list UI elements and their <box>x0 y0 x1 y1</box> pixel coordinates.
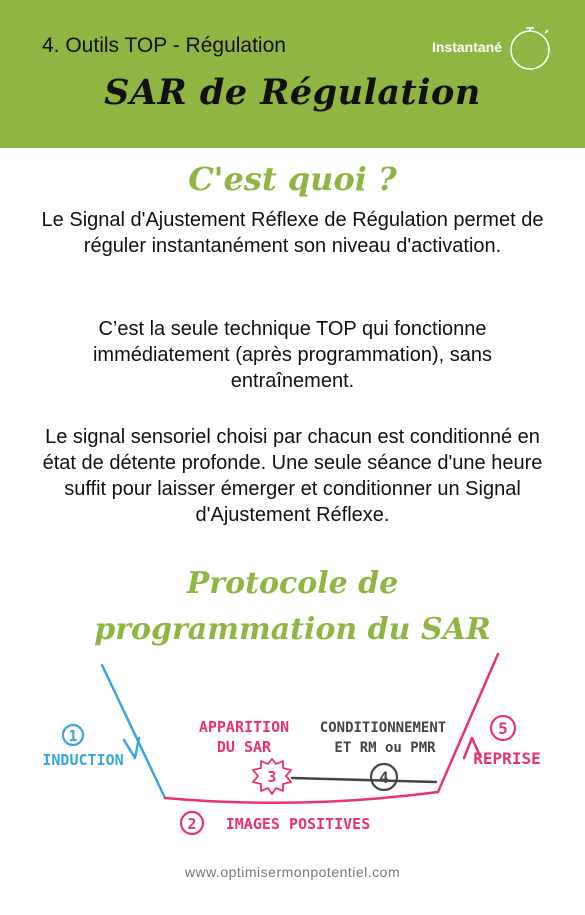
mode-label: Instantané <box>431 39 502 55</box>
what-paragraph-2: C’est la seule technique TOP qui fonctionne immédiatement (après programmation), sans entraînement. <box>92 318 493 392</box>
step1-number: 1 <box>68 727 78 745</box>
step5-label: REPRISE <box>473 749 541 768</box>
step2-label: IMAGES POSITIVES <box>225 815 371 833</box>
protocol-heading-line1: Protocole de <box>186 566 399 601</box>
conditioning-line <box>292 778 436 782</box>
step1-label: INDUCTION <box>42 751 124 769</box>
header-banner <box>0 0 585 148</box>
induction-curve <box>102 665 165 798</box>
what-heading: C'est quoi ? <box>188 160 397 198</box>
stopwatch-icon <box>508 24 554 72</box>
step3-label-line1: APPARITION <box>198 718 290 736</box>
step5-number: 5 <box>498 719 508 738</box>
step2-number: 2 <box>187 815 197 833</box>
step3-number: 3 <box>267 768 277 786</box>
section-label: 4. Outils TOP - Régulation <box>42 34 286 57</box>
what-paragraph-1: Le Signal d'Ajustement Réflexe de Régulation permet de réguler instantanément son niveau d'activation. <box>41 209 544 257</box>
what-paragraph-3: Le signal sensoriel choisi par chacun est conditionné en état de détente profonde. Une seule séance d'une heure suffit pour laisser émerger et conditionner un Signal d'Ajustement Réflexe. <box>42 426 543 526</box>
step3-label-line2: DU SAR <box>216 738 272 756</box>
footer-url: www.optimisermonpotentiel.com <box>184 864 401 880</box>
step4-label-line1: CONDITIONNEMENT <box>319 720 447 736</box>
page-title: SAR de Régulation <box>104 72 481 113</box>
step4-label-line2: ET RM ou PMR <box>334 740 436 756</box>
step4-number: 4 <box>379 768 389 787</box>
protocol-diagram <box>0 640 585 840</box>
protocol-heading-line2: programmation du SAR <box>94 612 491 647</box>
